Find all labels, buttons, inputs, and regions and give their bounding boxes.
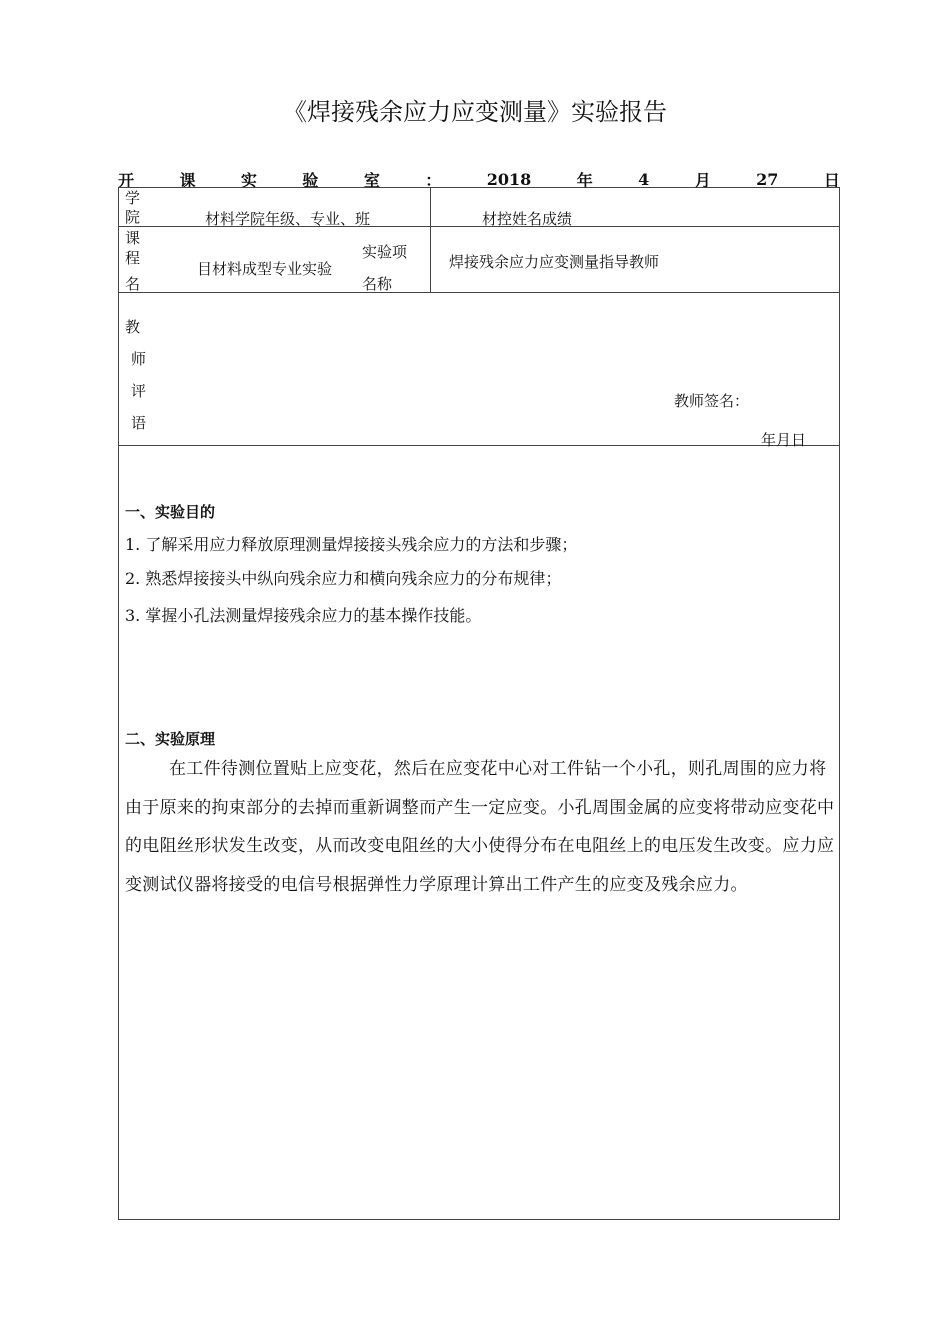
comment-label-3: 评 <box>131 382 147 400</box>
section-heading-purpose: 一、实验目的 <box>125 503 216 521</box>
row-divider <box>119 292 839 293</box>
course-field: 目材料成型专业实验 <box>197 260 333 278</box>
lab-char: 验 <box>302 170 319 190</box>
lab-char: 室 <box>363 170 380 190</box>
lab-char: 课 <box>179 170 196 190</box>
comment-label-4: 语 <box>131 414 147 432</box>
column-divider <box>430 188 431 292</box>
purpose-item-3: 3. 掌握小孔法测量焊接残余应力的基本操作技能。 <box>125 606 482 625</box>
comment-label-2: 师 <box>131 350 147 368</box>
project-label-1: 实验项 <box>362 243 408 261</box>
project-label-2: 名称 <box>362 275 393 293</box>
principle-paragraph: 在工件待测位置贴上应变花，然后在应变花中心对工件钻一个小孔，则孔周围的应力将由于原来的拘束部分的去掉而重新调整而产生一定应变。小孔周围金属的应变将带动应变花中的电阻丝形状发生改变，从而改变电阻丝的大小使得分布在电阻丝上的电压发生改变。应力应变测试仪器将接受的电信号根据弹性力学原理计算出工件产生的应变及残余应力。 <box>125 759 835 895</box>
department-field: 材料学院年级、专业、班 <box>205 210 371 228</box>
row-divider <box>119 445 839 446</box>
course-label-2: 程 <box>125 249 141 267</box>
month-char: 月 <box>694 170 711 190</box>
lab-char: 实 <box>240 170 257 190</box>
lab-colon: ： <box>425 170 442 190</box>
course-label-3: 名 <box>125 275 141 293</box>
project-field: 焊接残余应力应变测量指导教师 <box>449 253 660 271</box>
day-char: 日 <box>823 170 840 190</box>
course-label-1: 课 <box>125 229 141 247</box>
purpose-item-2: 2. 熟悉焊接接头中纵向残余应力和横向残余应力的分布规律； <box>125 569 562 588</box>
lab-char: 开 <box>118 170 135 190</box>
teacher-signature: 教师签名： <box>674 392 750 410</box>
signature-date: 年月日 <box>761 431 807 449</box>
college-label-1: 学 <box>125 189 141 207</box>
college-label-2: 院 <box>125 208 141 226</box>
purpose-item-1: 1. 了解采用应力释放原理测量焊接接头残余应力的方法和步骤； <box>125 535 578 554</box>
student-info-field: 材控姓名成绩 <box>482 210 573 228</box>
month-value: 4 <box>638 169 650 189</box>
comment-label-1: 教 <box>125 318 141 336</box>
section-heading-principle: 二、实验原理 <box>125 730 216 748</box>
report-title: 《焊接残余应力应变测量》实验报告 <box>283 98 667 126</box>
year-char: 年 <box>576 170 593 190</box>
year-value: 2018 <box>486 169 532 189</box>
day-value: 27 <box>756 169 779 189</box>
report-form <box>118 187 840 1220</box>
